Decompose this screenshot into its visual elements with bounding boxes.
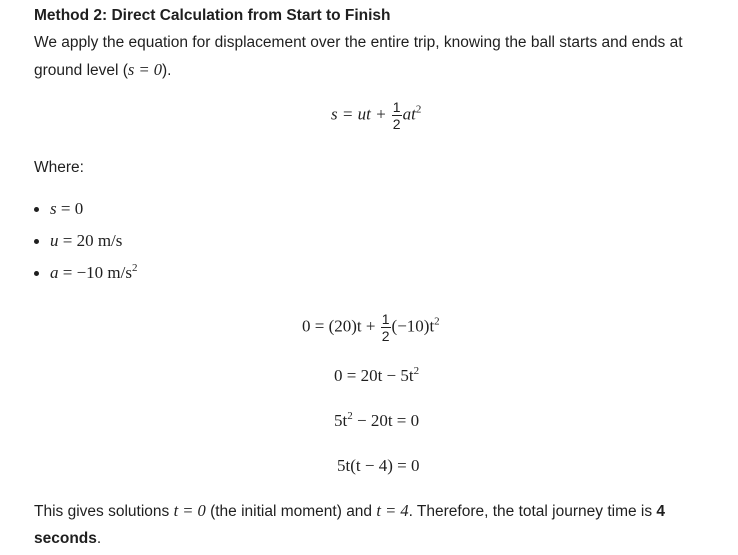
step-4-text: 5t(t − 4) = 0 [337,456,420,475]
list-item [34,230,138,262]
bullet-dot [34,207,39,212]
conclusion-math-2: t = 4 [376,501,409,520]
step-2-part1: 0 = 20t − 5t [334,366,414,385]
variable-symbol: u [50,231,59,250]
main-eq-fraction [392,100,402,131]
step-1-frac-num: 1 [381,311,390,327]
main-eq-rhs2: at [402,104,416,124]
bullet-dot [34,271,39,276]
step-4-equation [337,456,419,476]
intro-paragraph [34,29,724,84]
main-eq-lhs: s [331,104,338,124]
conclusion-text-3: . Therefore, the total journey time is [408,503,657,520]
list-item [34,262,138,294]
variable-list [34,198,138,294]
conclusion-text-4: . [96,530,102,547]
variable-symbol: a [50,263,59,282]
main-eq-rhs1: = ut + [341,104,387,124]
bullet-dot [34,239,39,244]
step-1-frac-den: 2 [381,328,390,344]
variable-value: = 20 m/s [62,231,123,250]
intro-text-after: ). [161,62,172,79]
main-eq-frac-num: 1 [392,99,401,115]
intro-math: s = 0 [127,60,162,79]
where-label: Where: [34,159,84,176]
section-heading: Method 2: Direct Calculation from Start to Finish [34,7,391,24]
conclusion-bold-answer: 4 seconds [34,503,666,547]
step-1-fraction [381,312,391,343]
step-3-part1: 5t [334,411,348,430]
step-3-equation [334,411,419,431]
variable-value: = 0 [60,199,84,218]
main-eq-exponent: 2 [415,103,422,116]
step-1-part1: 0 = (20)t + [302,316,376,336]
conclusion-text-1: This gives solutions [34,503,174,520]
step-2-exponent: 2 [413,365,420,377]
step-3-part2: − 20t = 0 [352,411,420,430]
conclusion-text-2: (the initial moment) and [205,503,377,520]
main-equation [331,100,421,131]
variable-exponent: 2 [132,262,138,274]
step-1-equation [302,312,440,343]
conclusion-math-1: t = 0 [173,501,206,520]
main-eq-frac-den: 2 [392,116,401,132]
step-1-part2: (−10)t [391,316,435,336]
intro-text-before: We apply the equation for displacement over the entire trip, knowing the ball starts and ends at ground level ( [34,34,683,79]
variable-value: = −10 m/s [62,263,132,282]
list-item [34,198,138,230]
variable-symbol: s [50,199,57,218]
conclusion-paragraph [34,497,724,552]
step-1-exponent: 2 [434,315,440,328]
step-2-equation [334,366,419,386]
step-3-exponent: 2 [347,410,353,422]
